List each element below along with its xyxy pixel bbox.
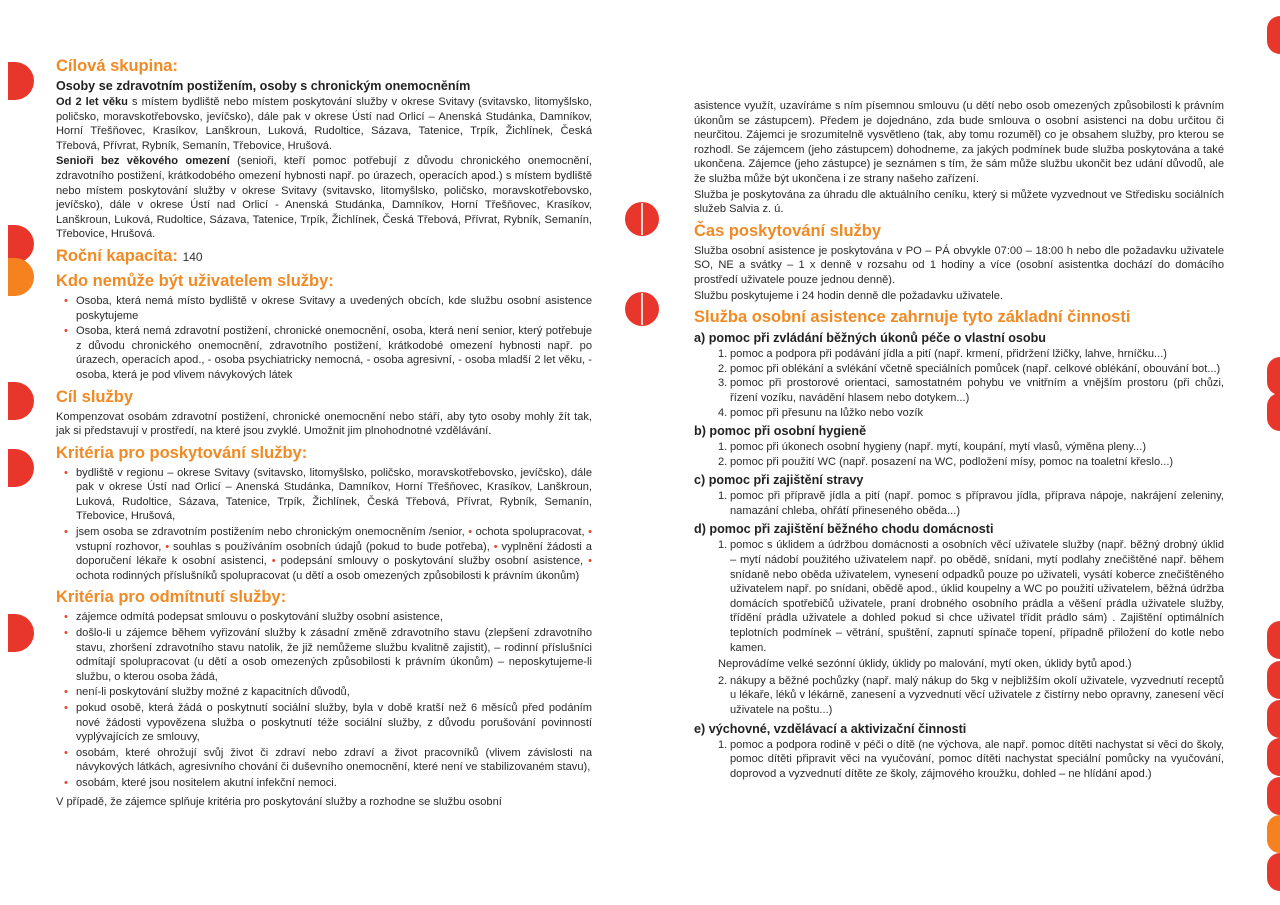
numbered-list: [694, 347, 1224, 420]
item-text: nákupy a běžné pochůzky (např. malý nákup do 5kg v nejbližším okolí uživatele, vyzvednutí receptů u lékaře, léků v lékárně, zanesení a vyzvednutí věcí uživatele z čistírny nebo opravny, zanesení věcí uživatele na poštu...): [730, 674, 1224, 716]
bullet-icon: •: [271, 555, 276, 568]
item-number: 1.: [718, 738, 728, 751]
section-heading: Kritéria pro poskytování služby:: [56, 443, 308, 462]
section-subtitle: Osoby se zdravotním postižením, osoby s chronickým onemocněním: [56, 79, 471, 93]
paragraph: [56, 154, 592, 242]
subsection-heading: a) pomoc při zvládání běžných úkonů péče o vlastní osobu: [694, 331, 1046, 346]
section-heading: Cílová skupina:: [56, 57, 178, 75]
edge-decoration: [1267, 777, 1280, 815]
paragraph-text: s místem bydliště nebo místem poskytování služby v okrese Svitavy (svitavsko, litomyšlsko, poličsko, moravskotřebovsko, jevíčsko), dále pak v okrese Ústí nad Orlicí – Anenská Studánka, Damníkov, Horní Třešňovec, Krasíkov, Lanškroun, Luková, Rudoltice, Sázava, Tatenice, Trpík, Žichlínek, Česká Třebová, Přívrat, Rybník, Semanín, Třebovice, Hrušová.: [56, 96, 592, 152]
paragraph: Služba je poskytována za úhradu dle aktuálního ceníku, který si můžete vyzvednout ve Středisku sociálních služeb Salvia z. ú.: [694, 188, 1224, 216]
item-number: 4.: [718, 406, 728, 419]
list-item: [718, 376, 1224, 405]
item-number: 3.: [718, 377, 728, 390]
item-number: 2.: [718, 674, 728, 687]
item-text: pomoc při úkonech osobní hygieny (např. mytí, koupání, mytí vlasů, výměna pleny...): [730, 441, 1147, 454]
item-text: pomoc při použití WC (např. posazení na WC, podložení mísy, pomoc na toaletní křeslo...): [730, 455, 1174, 468]
list-item: [718, 406, 1224, 421]
list-item: [718, 538, 1224, 655]
inline-item: vstupní rozhovor,: [76, 540, 162, 553]
list-item: [718, 347, 1224, 362]
list-item-inline-group: [64, 525, 592, 583]
edge-decoration: [8, 614, 34, 652]
center-circle-decoration: [625, 292, 659, 326]
bullet-list: [56, 466, 592, 584]
section-heading: Služba osobní asistence zahrnuje tyto základní činnosti: [694, 308, 1131, 327]
item-number: 1.: [718, 539, 728, 552]
bullet-icon: •: [493, 540, 498, 553]
paragraph: asistence využít, uzavíráme s ním písemnou smlouvu (u dětí nebo osob omezených způsobilosti k právním úkonům se zástupcem). Předem je dojednáno, zda bude smlouva o osobní asistenci na dobu určitou či neurčitou. Zájemci je srozumitelně vysvětleno (tak, aby tomu rozuměl) co je obsahem služby, pro kterou se rozhodl. Se zájemcem (jeho zástupcem) dohodneme, za jakých podmínek bude služba poskytována a také ukončena. Zájemce (jeho zástupce) je seznámen s tím, že sám může službu ukončit bez udání důvodů, ale že služba může být ukončena i ze strany našeho zařízení.: [694, 100, 1224, 185]
list-item: • není-li poskytování služby možné z kapacitních důvodů,: [64, 685, 592, 700]
paragraph: V případě, že zájemce splňuje kritéria pro poskytování služby a rozhodne se službu osobní: [56, 795, 502, 808]
subsection-heading: d) pomoc při zajištění běžného chodu domácnosti: [694, 522, 994, 537]
item-text: pomoc při oblékání a svlékání včetně speciálních pomůcek (např. celkové oblékání, obouvání bot...): [730, 362, 1221, 375]
section-heading: [56, 246, 592, 267]
capacity-value: 140: [182, 249, 203, 264]
bold-lead: Od 2 let věku: [56, 96, 128, 108]
inline-item: ochota spolupracovat,: [475, 526, 585, 539]
list-item: • pokud osobě, která žádá o poskytnutí sociální služby, byla v době kratší než 6 měsíců před podáním nové žádosti vypovězena služba o poskytnutí téže sociální služby, z důvodu porušování povinností vyplývajících ze smlouvy,: [64, 701, 592, 745]
capacity-label: Roční kapacita:: [56, 246, 178, 265]
list-item: • osobám, které ohrožují svůj život či zdraví nebo zdraví a život pracovníků (vlivem závislosti na návykových látkách, agresivního chování či duševního onemocnění, které není ve stabilizovaném stavu),: [64, 746, 592, 775]
edge-decoration: [1267, 815, 1280, 853]
section-time: [694, 221, 1224, 303]
bullet-icon: •: [468, 526, 473, 539]
bold-lead: Senioři bez věkového omezení: [56, 155, 230, 168]
item-number: 1.: [718, 441, 728, 454]
numbered-list: [694, 738, 1224, 782]
list-item: • Osoba, která nemá místo bydliště v okrese Svitavy a uvedených obcích, kde službu osobní asistence poskytujeme: [64, 294, 592, 323]
section-goal: [56, 387, 592, 439]
edge-decoration: [1267, 393, 1280, 431]
list-item: [718, 440, 1224, 455]
left-column: [56, 52, 592, 810]
edge-decoration: [1267, 853, 1280, 891]
section-heading: Kritéria pro odmítnutí služby:: [56, 588, 287, 607]
section-capacity: [56, 246, 592, 267]
paragraph: [56, 95, 592, 153]
section-activities: [694, 307, 1224, 781]
edge-decoration: [1267, 357, 1280, 395]
section-criteria: [56, 443, 592, 584]
section-heading: Čas poskytování služby: [694, 221, 882, 240]
bullet-list: [56, 610, 592, 790]
subsection-heading: e) výchovné, vzdělávací a aktivizační činnosti: [694, 721, 967, 736]
numbered-list: [694, 440, 1224, 469]
numbered-list: [694, 489, 1224, 518]
inline-item: jsem osoba se zdravotním postižením nebo chronickým onemocněním /senior,: [76, 526, 465, 539]
list-item: [718, 455, 1224, 470]
numbered-list: [694, 538, 1224, 655]
item-text: pomoc při prostorové orientaci, samostatném pohybu ve vnitřním a vnějším prostoru (při chůzi, řízení vozíku, navádění hlasem nebo dotykem...): [730, 377, 1224, 404]
list-item: • došlo-li u zájemce během vyřizování služby k zásadní změně zdravotního stavu (zlepšení zdravotního stavu, zhoršení zdravotního stavu natolik, že již nemůžeme službu kvalitně zajistit), – rodinní příslušníci odmítají spolupracovat (u dětí a osob omezených způsobilosti k právním úkonům) – neposkytujeme-li službu, o kterou osoba žádá,: [64, 626, 592, 684]
item-text: pomoc při přesunu na lůžko nebo vozík: [730, 406, 924, 419]
edge-decoration: [8, 382, 34, 420]
item-number: 1.: [718, 348, 728, 361]
item-text: pomoc a podpora při podávání jídla a pití (např. krmení, přidržení lžičky, lahve, hrníčku...): [730, 348, 1167, 361]
list-item: • bydliště v regionu – okrese Svitavy (svitavsko, litomyšlsko, poličsko, moravskotřebovsko, jevíčsko), dále pak v okrese Ústí nad Orlicí – Anenská Studánka, Damníkov, Horní Třešňovec, Krasíkov, Lanškroun, Luková, Rudoltice, Sázava, Tatenice, Trpík, Žichlínek, Česká Třebová, Přívrat, Rybník, Semanín, Třebovice, Hrušová,: [64, 466, 592, 524]
inline-item: vyplnění žádosti a doporučení lékaře k osobní asistenci,: [76, 540, 592, 568]
right-column: [694, 99, 1224, 781]
bullet-icon: •: [588, 526, 592, 539]
list-item: • Osoba, která nemá zdravotní postižení, chronické onemocnění, osoba, která není senior, který potřebuje z důvodu chronického onemocnění, zdravotního postižení, krátkodobé omezení hybnosti např. po úrazech, operacích apod., - osoba psychiatricky nemocná, - osoba agresivní, - osoba mladší 2 let věku, - osoba, která je pod vlivem návykových látek: [64, 324, 592, 382]
subsection-heading: b) pomoc při osobní hygieně: [694, 424, 867, 439]
center-circle-decoration: [625, 202, 659, 236]
edge-decoration: [1267, 738, 1280, 776]
edge-decoration: [8, 449, 34, 487]
inline-item: podepsání smlouvy o poskytování služby osobní asistence,: [280, 555, 584, 568]
item-text: pomoc při přípravě jídla a pití (např. pomoc s přípravou jídla, příprava nápoje, nakrájení zeleniny, namazání chleba, ohřátí přineseného oběda...): [730, 490, 1224, 517]
bullet-list: [56, 294, 592, 383]
list-item: • osobám, které jsou nositelem akutní infekční nemoci.: [64, 776, 592, 791]
list-item: [718, 489, 1224, 518]
edge-decoration: [8, 62, 34, 100]
list-item: • zájemce odmítá podepsat smlouvu o poskytování služby osobní asistence,: [64, 610, 592, 625]
edge-decoration: [1267, 700, 1280, 738]
section-heading: Kdo nemůže být uživatelem služby:: [56, 271, 334, 290]
edge-decoration: [1267, 621, 1280, 659]
inline-item: ochota rodinných příslušníků spolupracovat (u dětí a osob omezených způsobilosti k právním úkonům): [76, 569, 580, 582]
edge-decoration: [1267, 661, 1280, 699]
section-heading: Cíl služby: [56, 387, 134, 406]
paragraph: Služba osobní asistence je poskytována v PO – PÁ obvykle 07:00 – 18:00 h nebo dle požadavku uživatele SO, NE a svátky – 1 x denně v rozsahu od 1 hodiny a více (osobní asistentka dochází do domácího prostředí uživatele pouze jednou denně).: [694, 244, 1224, 286]
section-refusal: [56, 587, 592, 809]
section-target-group: [56, 56, 592, 242]
item-number: 2.: [718, 455, 728, 468]
list-item: [718, 362, 1224, 377]
item-number: 1.: [718, 490, 728, 503]
subsection-heading: c) pomoc při zajištění stravy: [694, 473, 864, 488]
inline-item: souhlas s používáním osobních údajů (pokud to bude potřeba),: [173, 540, 490, 553]
edge-decoration: [1267, 16, 1280, 54]
numbered-list: [694, 674, 1224, 718]
paragraph: Kompenzovat osobám zdravotní postižení, chronické onemocnění nebo stáří, aby tyto osoby mohly žít tak, jak si představují v prostředí, na které jsou zvyklé. Umožnit jim plnohodnotné vzdělávání.: [56, 410, 592, 438]
edge-decoration: [8, 258, 34, 296]
list-item: [718, 674, 1224, 718]
paragraph-text: (senioři, kteří pomoc potřebují z důvodu chronického onemocnění, zdravotního postižení, krátkodobého omezení hybnosti např. po úrazech, operacích apod.) s místem bydliště nebo místem poskytování služby v okrese Svitavy (svitavsko, litomyšlsko, poličsko, moravskotřebovsko, jevíčsko), dále v okrese Ústí nad Orlicí - Anenská Studánka, Damníkov, Horní Třešňovec, Krasíkov, Lanškroun, Luková, Rudoltice, Sázava, Tatenice, Trpík, Žichlínek, Česká Třebová, Přívrat, Rybník, Semanín, Třebovice, Hrušová.: [56, 155, 592, 241]
bullet-icon: •: [165, 540, 170, 553]
bullet-icon: •: [588, 555, 592, 568]
note-text: Neprovádíme velké sezónní úklidy, úklidy po malování, mytí oken, úklidy bytů apod.): [718, 658, 1132, 671]
section-who-cannot: [56, 271, 592, 383]
list-item: [718, 738, 1224, 782]
item-text: pomoc s úklidem a údržbou domácnosti a osobních věcí uživatele služby (např. běžný drobný úklid – mytí nádobí použitého uživatelem např. po obědě, snídani, mytí podlahy znečištěné např. během snídaně nebo oběda uživatelem, vynesení odpadků pouze po uživateli, vysátí koberce znečištěného uživatelem např. po snídani, obědě apod., úklid koupelny a WC po použití uživatelem, běžná údržba domácích spotřebičů uživatele, praní drobného osobního prádla a věšení prádla uživatele služby, třídění prádla uživatele a dohled pokud si chce uživatel třídit prádlo sám) . Zajištění optimálních teplotních podmínek – větrání, spuštění, zapnutí spínače topení, případně přiložení do kotle nebo kamen.: [730, 539, 1224, 654]
paragraph: Službu poskytujeme i 24 hodin denně dle požadavku uživatele.: [694, 289, 1003, 302]
item-number: 2.: [718, 362, 728, 375]
item-text: pomoc a podpora rodině v péči o dítě (ne výchova, ale např. pomoc dítěti nachystat si věci do školy, pomoc dítěti připravit věci na vyučování, pomoc dítěti nachystat speciální pomůcky na vyučování, doprovod a vyzvednutí dítěte ze školy, zájmového kroužku, dohled – ne hlídání apod.): [730, 738, 1224, 780]
